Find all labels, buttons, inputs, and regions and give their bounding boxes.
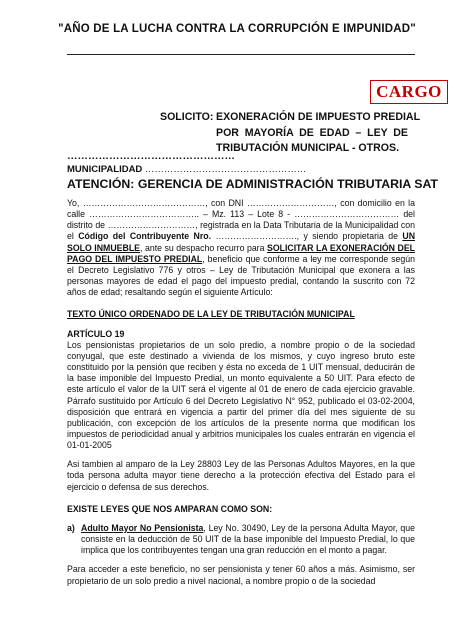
- addressee-dots: …………………………………………: [67, 150, 235, 162]
- item-a-text: , Ley No. 30490, Ley de la persona Adulta Mayor, que consiste en la deducción de 50 UIT de la base imponible del Impuesto Predial, lo que implica que los contribuyentes tengan una gran reducción en el monto a pagar.: [81, 522, 416, 556]
- leyes-heading: EXISTE LEYES QUE NOS AMPARAN COMO SON:: [67, 503, 273, 514]
- spacer: [67, 515, 415, 523]
- solicito-text-3: TRIBUTACIÓN MUNICIPAL - OTROS.: [216, 142, 400, 154]
- spacer: [67, 321, 415, 329]
- letter-body: [67, 198, 415, 587]
- spacer: [67, 451, 415, 459]
- atencion-heading: ATENCIÓN: GERENCIA DE ADMINISTRACIÓN TRIBUTARIA SAT: [67, 177, 438, 191]
- un-solo-inmueble: UN SOLO INMUEBLE: [67, 231, 416, 253]
- municipalidad-label: MUNICIPALIDAD: [67, 164, 143, 175]
- spacer: [67, 298, 415, 309]
- solicito-text-2: POR MAYORÍA DE EDAD – LEY DE: [216, 126, 408, 139]
- cargo-stamp: CARGO: [370, 80, 448, 104]
- intro-paragraph: [67, 198, 415, 298]
- list-item-a: [67, 523, 415, 556]
- spacer: [67, 493, 415, 504]
- intro-text-2: ………………………., y siendo propietaria de: [211, 231, 403, 242]
- year-title: "AÑO DE LA LUCHA CONTRA LA CORRUPCIÓN E IMPUNIDAD": [58, 23, 416, 35]
- header-rule: [67, 54, 415, 55]
- requisitos-paragraph: Para acceder a este beneficio, no ser pensionista y tener 60 años a más. Asimismo, ser propietario de un solo predio a nivel nacional, a nombre propio o de la sociedad: [67, 564, 415, 586]
- solicito-text-1: EXONERACIÓN DE IMPUESTO PREDIAL: [216, 111, 421, 123]
- spacer: [67, 556, 415, 564]
- solicito-line-2: [160, 126, 408, 142]
- intro-text-4: , beneficio que conforme a ley me corresponde según el Decreto Legislativo 776 y otros – Ley de Tributación Municipal que exonera a las personas mayores de edad el pago del impuesto predial, contando la suscrito con 72 años de edad; resaltando según el siguiente Artículo:: [67, 253, 415, 298]
- solicito-label: SOLICITO:: [160, 111, 214, 123]
- municipalidad-dots: ……………………………………………: [142, 164, 307, 175]
- intro-text-3: , ante su despacho recurro para: [140, 242, 267, 253]
- ley-28803-paragraph: Asi tambien al amparo de la Ley 28803 Ley de las Personas Adultos Mayores, en la que toda persona adulta mayor tiene derecho a la protección efectiva del Estado para el ejercicio o defensa de sus derechos.: [67, 459, 415, 492]
- item-a-content: [81, 523, 415, 556]
- texto-unico-heading: TEXTO ÚNICO ORDENADO DE LA LEY DE TRIBUTACIÓN MUNICIPAL: [67, 309, 355, 320]
- solicitar-exoneracion: SOLICITAR LA EXONERACIÓN DEL PAGO DEL IMPUESTO PREDIAL: [67, 242, 416, 264]
- municipalidad-line: [67, 164, 306, 175]
- solicito-line-1: [160, 110, 421, 126]
- intro-text-1: Yo, ……………………………………, con DNI …………………………, con domicilio en la calle ……………………………….. – Mz. 113 – Lote 8 - ……………………………… del distrito de …………………………, registrada en la Data Tributaria de la Municipalidad con el: [67, 198, 415, 242]
- item-a-marker: a): [67, 522, 75, 533]
- item-a-title: Adulto Mayor No Pensionista: [81, 522, 204, 533]
- codigo-contribuyente: Código del Contribuyente Nro.: [78, 231, 212, 242]
- articulo-heading: ARTÍCULO 19: [67, 328, 125, 339]
- articulo-paragraph: Los pensionistas propietarios de un solo predio, a nombre propio o de la sociedad conyugal, que este destinado a vivienda de los mismos, y cuyo ingreso bruto este constituido por la pensión que reciben y ésta no exceda de 1 UIT mensual, deducirán de la base imponible del Impuesto Predial, un monto equivalente a 50 UIT. Para efecto de este artículo el valor de la UIT será el vigente al 01 de enero de cada ejercicio gravable. Párrafo sustituido por Artículo 6 del Decreto Legislativo N° 952, publicado el 03-02-2004, disposición que entrará en vigencia a partir del primer día del mes siguiente de su publicación, con excepción de los artículos de la presente norma que modifican los impuestos de periodicidad anual y arbitrios municipales los cuales entrarán en vigencia el 01-01-2005: [67, 339, 415, 451]
